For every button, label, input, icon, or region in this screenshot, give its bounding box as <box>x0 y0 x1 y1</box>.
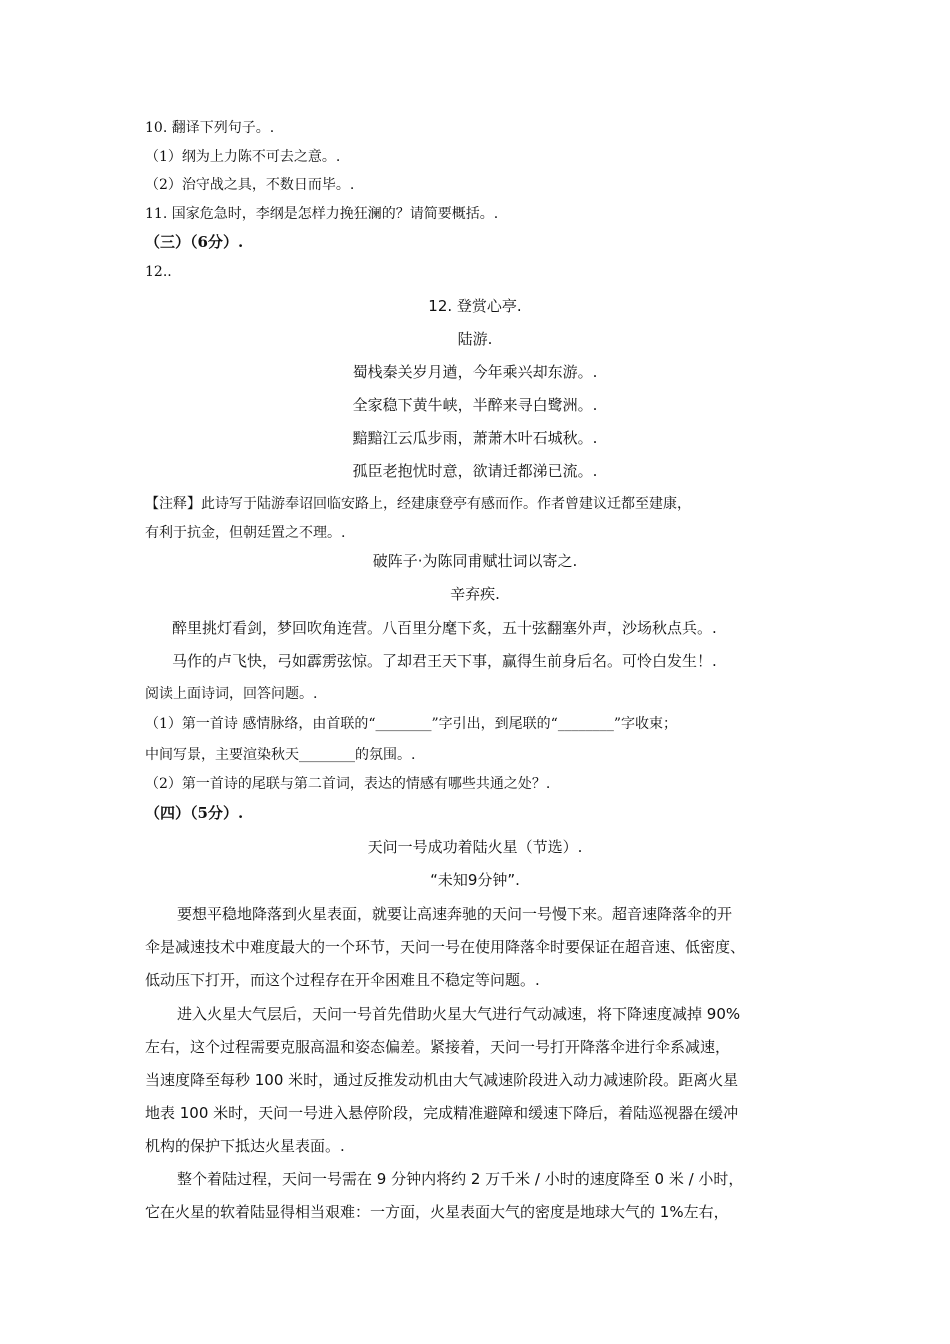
poem2-title: 破阵子·为陈同甫赋壮词以寄之. <box>372 552 578 570</box>
section-4-heading: （四）（5分）. <box>145 804 244 822</box>
poem1-line: 黯黯江云瓜步雨，萧萧木叶石城秋。. <box>352 429 598 447</box>
q10-title: 10. 翻译下列句子。. <box>145 120 275 136</box>
q12-sub-2: （2）第一首诗的尾联与第二首词，表达的情感有哪些共通之处？. <box>145 776 551 792</box>
poem1-author: 陆游. <box>457 330 493 348</box>
q12-sub-1: （1）第一首诗 感情脉络，由首联的“________”字引出，到尾联的“________”字收束； <box>145 716 677 732</box>
section-3-heading: （三）（6分）. <box>145 233 244 251</box>
poem1-title: 12. 登赏心亭. <box>428 297 522 315</box>
article-line: 当速度降至每秒 100 米时，通过反推发动机由大气减速阶段进入动力减速阶段。距离火星 <box>145 1071 739 1089</box>
poem1-line: 全家稳下黄牛峡，半醉来寻白鹭洲。. <box>352 396 598 414</box>
poem2-line: 醉里挑灯看剑，梦回吹角连营。八百里分麾下炙，五十弦翻塞外声，沙场秋点兵。. <box>172 619 717 637</box>
poem2-author: 辛弃疾. <box>450 585 500 603</box>
article-line: 它在火星的软着陆显得相当艰难：一方面，火星表面大气的密度是地球大气的 1%左右， <box>145 1203 729 1221</box>
q12-number: 12.. <box>145 264 172 280</box>
q12-sub-1-cont: 中间写景，主要渲染秋天________的氛围。. <box>145 747 416 763</box>
article-line: 伞是减速技术中难度最大的一个环节，天问一号在使用降落伞时要保证在超音速、低密度、 <box>145 938 746 956</box>
article-line: 整个着陆过程，天问一号需在 9 分钟内将约 2 万千米 / 小时的速度降至 0 米 / 小时， <box>177 1170 744 1188</box>
poem2-line: 马作的卢飞快，弓如霹雳弦惊。了却君王天下事，赢得生前身后名。可怜白发生！. <box>172 652 717 670</box>
q10-sentence-1: （1）纲为上力陈不可去之意。. <box>145 149 341 165</box>
article-subtitle: “未知9分钟”. <box>430 871 520 889</box>
article-line: 低动压下打开，而这个过程存在开伞困难且不稳定等问题。. <box>145 971 540 989</box>
q11-title: 11. 国家危急时，李纲是怎样力挽狂澜的？请简要概括。. <box>145 206 499 222</box>
poem1-line: 孤臣老抱忧时意，欲请迁都涕已流。. <box>352 462 598 480</box>
article-line: 左右，这个过程需要克服高温和姿态偏差。紧接着，天问一号打开降落伞进行伞系减速， <box>145 1038 731 1056</box>
article-line: 进入火星大气层后，天问一号首先借助火星大气进行气动减速，将下降速度减掉 90% <box>177 1005 741 1023</box>
article-title: 天问一号成功着陆火星（节选）. <box>367 838 583 856</box>
article-line: 机构的保护下抵达火星表面。. <box>145 1137 345 1155</box>
article-line: 要想平稳地降落到火星表面，就要让高速奔驰的天问一号慢下来。超音速降落伞的开 <box>177 905 733 923</box>
q10-sentence-2: （2）治守战之具，不数日而毕。. <box>145 177 355 193</box>
poem1-note: 有利于抗金，但朝廷置之不理。. <box>145 525 346 541</box>
poem1-note: 【注释】此诗写于陆游奉诏回临安路上，经建康登亭有感而作。作者曾建议迁都至建康， <box>145 496 691 512</box>
poem1-line: 蜀栈秦关岁月遒，今年乘兴却东游。. <box>352 363 598 381</box>
article-line: 地表 100 米时，天问一号进入悬停阶段，完成精准避障和缓速下降后，着陆巡视器在缓冲 <box>145 1104 739 1122</box>
q12-prompt: 阅读上面诗词，回答问题。. <box>145 686 318 702</box>
